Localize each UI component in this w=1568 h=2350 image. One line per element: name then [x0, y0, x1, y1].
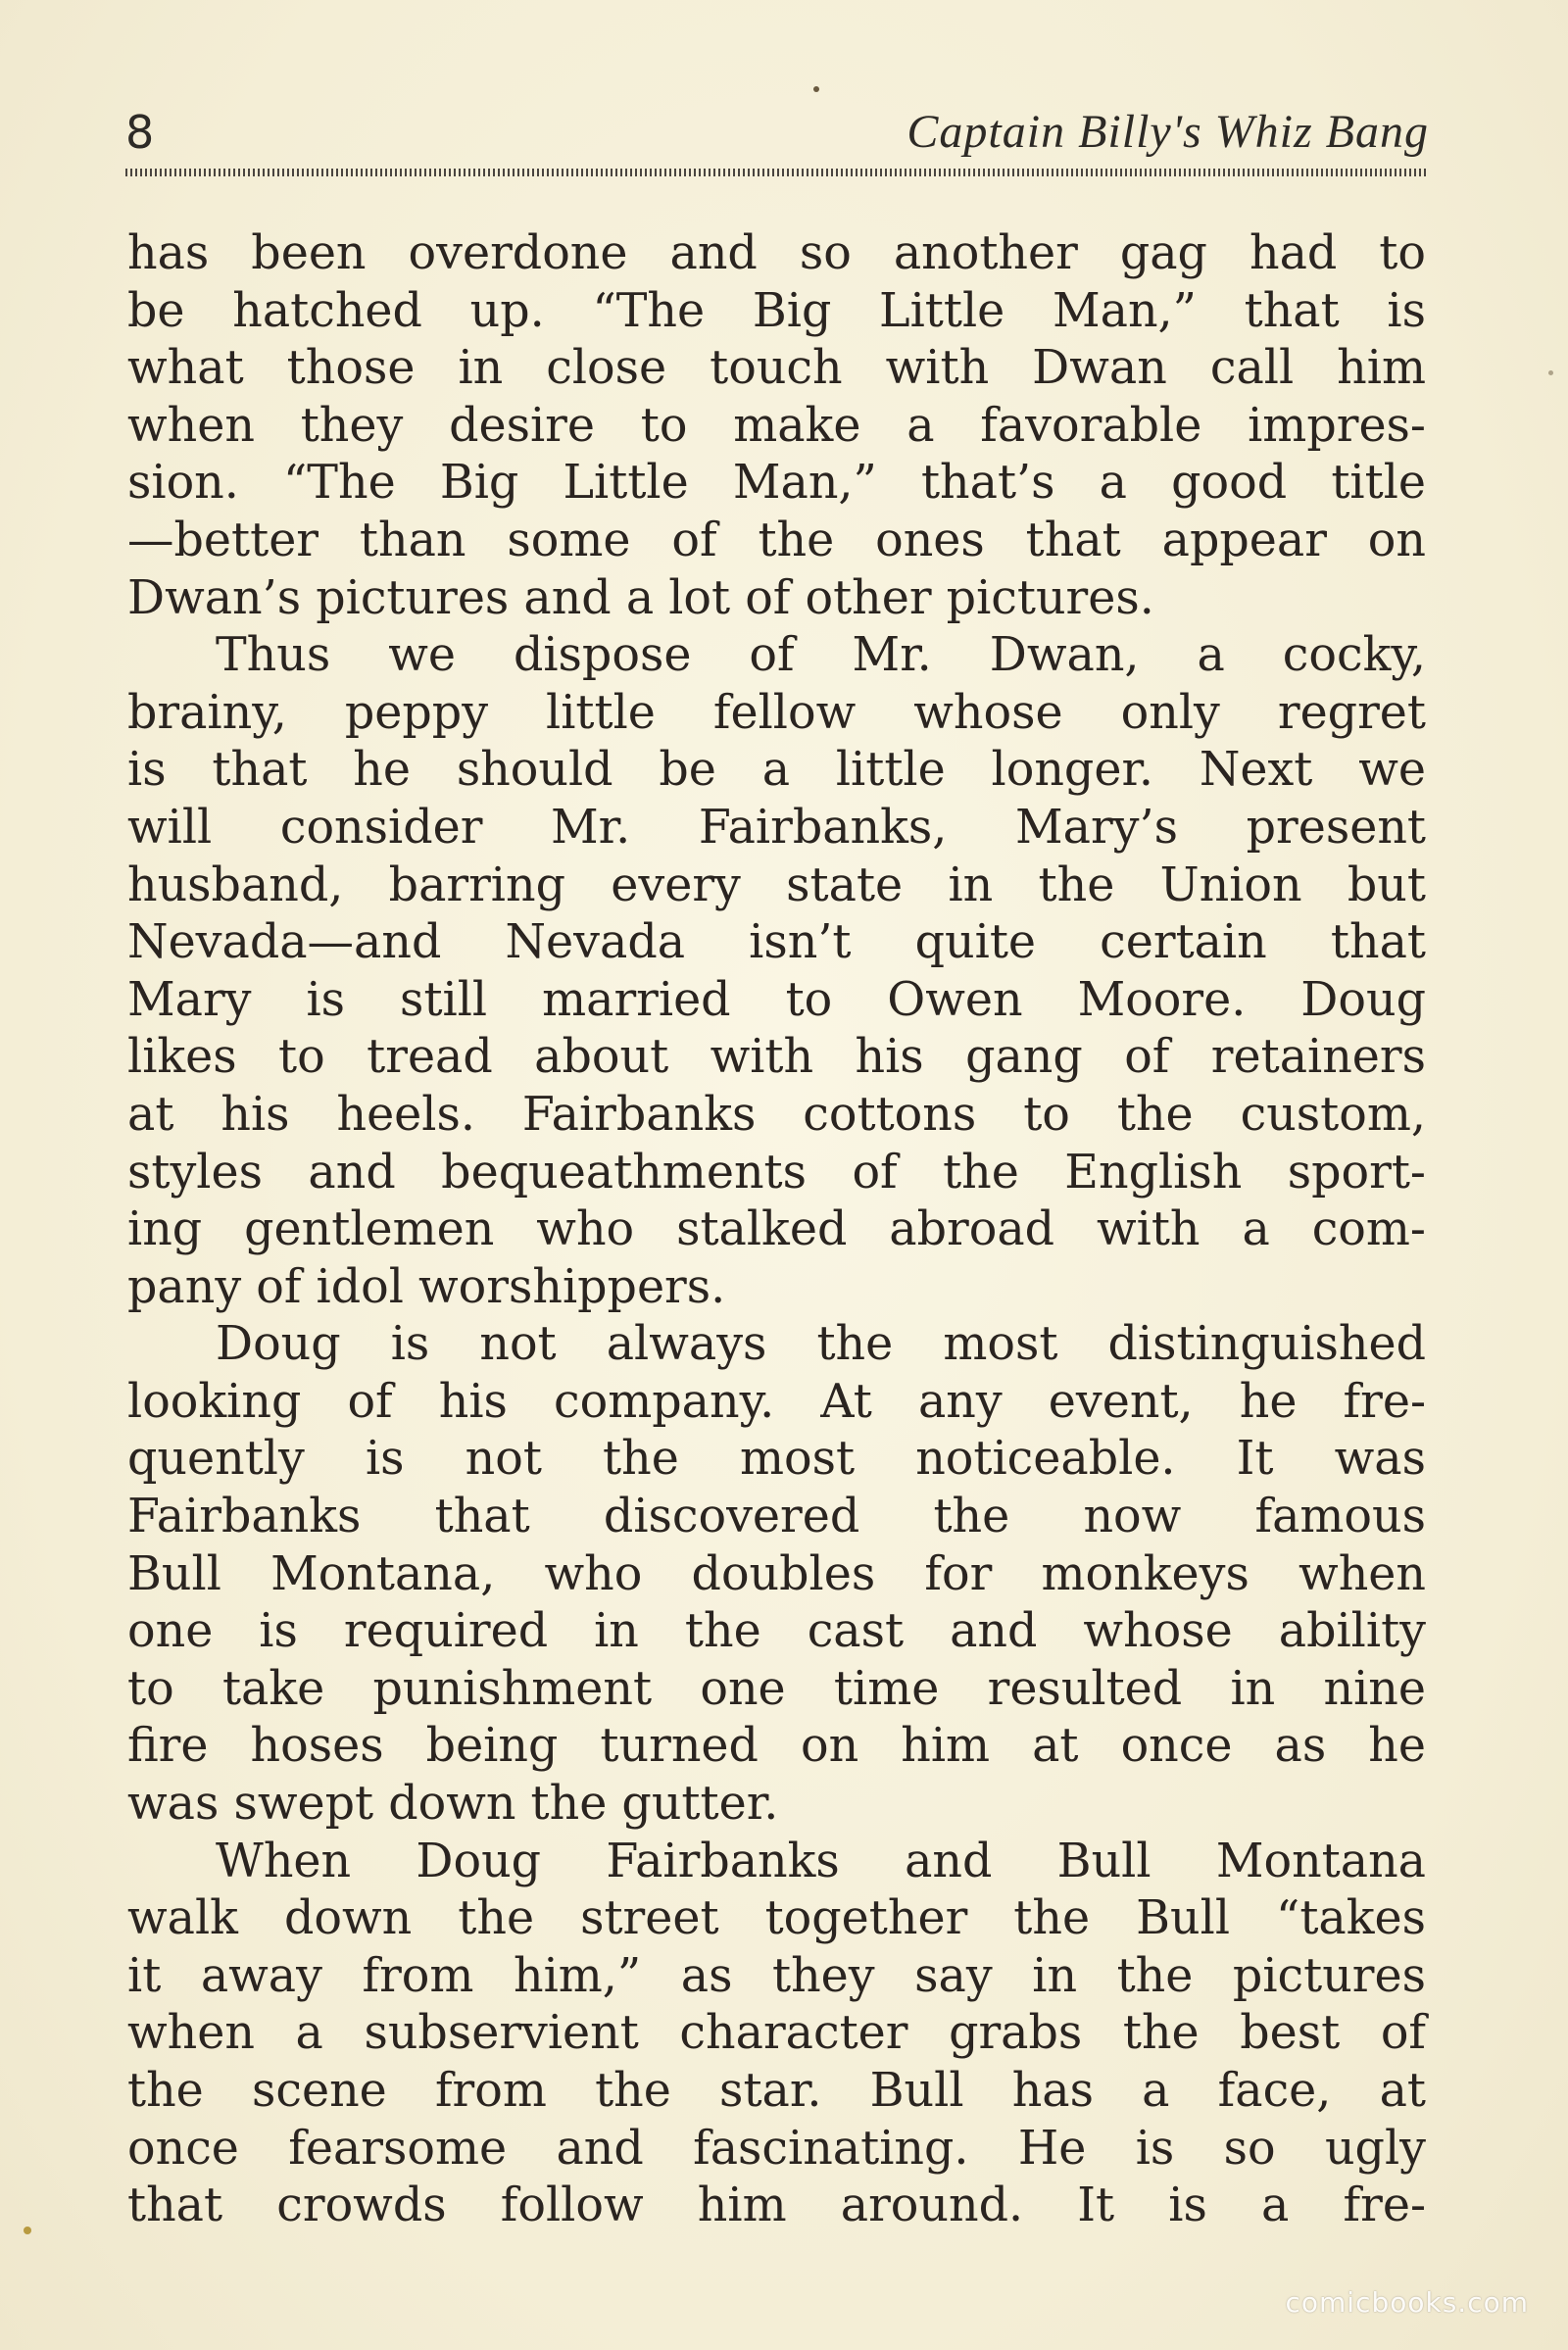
- watermark: comicbooks.com: [1285, 2286, 1529, 2319]
- text-line: quently is not the most noticeable. It was: [127, 1432, 1426, 1487]
- text-line: once fearsome and fascinating. He is so ugly: [127, 2121, 1426, 2176]
- text-line: Fairbanks that discovered the now famous: [127, 1490, 1426, 1544]
- text-line: When Doug Fairbanks and Bull Montana: [216, 1834, 1426, 1888]
- text-line: fire hoses being turned on him at once as he: [127, 1719, 1426, 1774]
- text-line: Doug is not always the most distinguished: [216, 1317, 1426, 1372]
- text-line: Mary is still married to Owen Moore. Doug: [127, 972, 1426, 1027]
- text-line: sion. “The Big Little Man,” that’s a good title: [127, 456, 1426, 511]
- text-line: styles and bequeathments of the English sport-: [127, 1145, 1426, 1199]
- running-title: Captain Billy's Whiz Bang: [906, 106, 1429, 158]
- text-line: it away from him,” as they say in the pictures: [127, 1948, 1426, 2003]
- text-line: at his heels. Fairbanks cottons to the custom,: [127, 1087, 1426, 1142]
- text-line: has been overdone and so another gag had to: [127, 226, 1426, 280]
- text-line: be hatched up. “The Big Little Man,” that is: [127, 283, 1426, 338]
- text-line: walk down the street together the Bull “takes: [127, 1891, 1426, 1946]
- text-line: brainy, peppy little fellow whose only regret: [127, 685, 1426, 740]
- text-line: Dwan’s pictures and a lot of other pictures.: [127, 570, 1154, 625]
- text-line: looking of his company. At any event, he fre-: [127, 1374, 1426, 1429]
- text-line: that crowds follow him around. It is a fre-: [127, 2179, 1426, 2233]
- text-line: Thus we dispose of Mr. Dwan, a cocky,: [216, 628, 1426, 683]
- page-number: 8: [125, 106, 155, 159]
- text-line: one is required in the cast and whose ability: [127, 1604, 1426, 1659]
- text-line: ing gentlemen who stalked abroad with a com-: [127, 1202, 1426, 1257]
- text-line: Nevada—and Nevada isn’t quite certain that: [127, 915, 1426, 970]
- text-line: to take punishment one time resulted in nine: [127, 1661, 1426, 1716]
- text-line: what those in close touch with Dwan call him: [127, 341, 1426, 396]
- text-line: when they desire to make a favorable impres-: [127, 398, 1426, 453]
- text-line: husband, barring every state in the Union but: [127, 857, 1426, 912]
- text-line: pany of idol worshippers.: [127, 1259, 726, 1314]
- text-line: will consider Mr. Fairbanks, Mary’s present: [127, 800, 1426, 855]
- text-line: was swept down the gutter.: [127, 1777, 779, 1832]
- paper-speck: [1548, 370, 1553, 375]
- text-line: —better than some of the ones that appear on: [127, 513, 1426, 567]
- text-line: when a subservient character grabs the best of: [127, 2006, 1426, 2061]
- text-line: the scene from the star. Bull has a face, at: [127, 2064, 1426, 2118]
- page-header: [125, 103, 1429, 162]
- article-body: [127, 225, 1426, 2235]
- text-line: likes to tread about with his gang of retainers: [127, 1030, 1426, 1085]
- text-line: is that he should be a little longer. Next we: [127, 743, 1426, 798]
- paper-speck: [24, 2227, 31, 2234]
- header-rule: [125, 169, 1429, 176]
- text-line: Bull Montana, who doubles for monkeys when: [127, 1546, 1426, 1601]
- paper-speck: [813, 86, 819, 92]
